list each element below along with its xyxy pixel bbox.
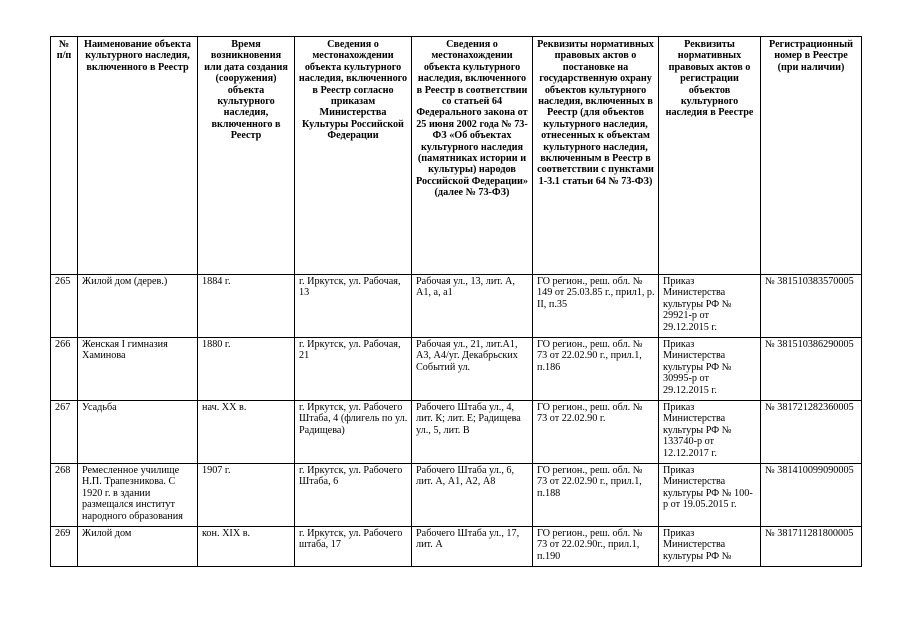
cell-name <box>78 527 198 567</box>
cell-registration-acts-text: Приказ Министерства культуры РФ № <box>663 528 732 562</box>
cell-registration-acts <box>659 527 761 567</box>
cell-date: 1907 г. <box>198 464 295 527</box>
cell-registration-acts: Приказ Министерства культуры РФ № 29921-р от 29.12.2015 г. <box>659 275 761 338</box>
cell-name: Ремесленное училище Н.П. Трапезникова. С 1920 г. в здании размещался институт народного образования <box>78 464 198 527</box>
cell-registration-acts: Приказ Министерства культуры РФ № 100-р от 19.05.2015 г. <box>659 464 761 527</box>
header-cell-registration-acts: Реквизиты нормативных правовых актов о регистрации объектов культурного наследия в Реестре <box>659 37 761 275</box>
cell-date-text: кон. XIX в. <box>202 528 251 539</box>
cell-protection-acts: ГО регион., реш. обл. № 73 от 22.02.90 г. <box>533 401 659 464</box>
cell-protection-acts: ГО регион., реш. обл. № 73 от 22.02.90 г., прил.1, п.188 <box>533 464 659 527</box>
cell-protection-acts: ГО регион., реш. обл. № 149 от 25.03.85 г., прил1, р. II, п.35 <box>533 275 659 338</box>
cell-name: Женская I гимназия Хаминова <box>78 338 198 401</box>
cell-number: 266 <box>51 338 78 401</box>
cell-date <box>198 527 295 567</box>
cell-location-law-text: Рабочего Штаба ул., 17, лит. А <box>416 528 520 551</box>
cell-location-law: Рабочая ул., 21, лит.А1, А3, А4/уг. Декабрьских Событий ул. <box>412 338 533 401</box>
cell-number: 267 <box>51 401 78 464</box>
cell-location-ministry <box>295 527 412 567</box>
heritage-register-table <box>50 36 862 567</box>
cell-number-text: 269 <box>55 528 71 539</box>
cell-location-law <box>412 527 533 567</box>
header-cell-protection-acts: Реквизиты нормативных правовых актов о постановке на государственную охрану объектов культурного наследия, включенных в Реестр (для объектов культурного наследия, отнесенных к объектам культурного наследия, включенным в Реестр в соответствии с пунктами 1-3.1 статьи 64 № 73-ФЗ) <box>533 37 659 275</box>
cell-location-law: Рабочего Штаба ул., 4, лит. К; лит. Е; Радищева ул., 5, лит. В <box>412 401 533 464</box>
cell-registry-number: № 381721282360005 <box>761 401 862 464</box>
cell-name: Усадьба <box>78 401 198 464</box>
cell-registry-number <box>761 527 862 567</box>
header-cell-location-ministry: Сведения о местонахождении объекта культурного наследия, включенного в Реестр согласно приказам Министерства Культуры Российской Федерации <box>295 37 412 275</box>
cell-registration-acts: Приказ Министерства культуры РФ № 133740-р от 12.12.2017 г. <box>659 401 761 464</box>
cell-registry-number: № 381410099090005 <box>761 464 862 527</box>
cell-name-text: Жилой дом <box>82 528 132 539</box>
cell-number: 268 <box>51 464 78 527</box>
cell-number <box>51 527 78 567</box>
table-row <box>51 275 862 338</box>
table-header-row <box>51 37 862 275</box>
header-cell-name: Наименование объекта культурного наследия, включенного в Реестр <box>78 37 198 275</box>
cell-location-ministry: г. Иркутск, ул. Рабочая, 13 <box>295 275 412 338</box>
cell-location-ministry-text: г. Иркутск, ул. Рабочего штаба, 17 <box>299 528 403 551</box>
cell-registry-number: № 381510386290005 <box>761 338 862 401</box>
cell-date: 1880 г. <box>198 338 295 401</box>
cell-location-ministry: г. Иркутск, ул. Рабочего Штаба, 6 <box>295 464 412 527</box>
header-cell-registry-number: Регистрационный номер в Реестре (при наличии) <box>761 37 862 275</box>
cell-location-ministry: г. Иркутск, ул. Рабочего Штаба, 4 (флигель по ул. Радищева) <box>295 401 412 464</box>
cell-protection-acts-text: ГО регион., реш. обл. № 73 от 22.02.90г., прил.1, п.190 <box>537 528 643 562</box>
table-row <box>51 338 862 401</box>
cell-protection-acts: ГО регион., реш. обл. № 73 от 22.02.90 г., прил.1, п.186 <box>533 338 659 401</box>
cell-number: 265 <box>51 275 78 338</box>
cell-protection-acts <box>533 527 659 567</box>
table-row <box>51 464 862 527</box>
table-row <box>51 401 862 464</box>
cell-location-ministry: г. Иркутск, ул. Рабочая, 21 <box>295 338 412 401</box>
cell-registry-number: № 381510383570005 <box>761 275 862 338</box>
document-page <box>50 36 861 567</box>
cell-date: 1884 г. <box>198 275 295 338</box>
cell-location-law: Рабочая ул., 13, лит. А, А1, а, а1 <box>412 275 533 338</box>
cell-date: нач. XX в. <box>198 401 295 464</box>
header-cell-date: Время возникновения или дата создания (сооружения) объекта культурного наследия, включенного в Реестр <box>198 37 295 275</box>
table-row <box>51 527 862 567</box>
header-cell-location-law: Сведения о местонахождении объекта культурного наследия, включенного в Реестр в соответствии со статьей 64 Федерального закона от 25 июня 2002 года № 73-ФЗ «Об объектах культурного наследия (памятниках истории и культуры) народов Российской Федерации» (далее № 73-ФЗ) <box>412 37 533 275</box>
cell-registration-acts: Приказ Министерства культуры РФ № 30995-р от 29.12.2015 г. <box>659 338 761 401</box>
cell-name: Жилой дом (дерев.) <box>78 275 198 338</box>
cell-registry-number-text: № 381711281800005 <box>765 528 854 539</box>
cell-location-law: Рабочего Штаба ул., 6, лит. А, А1, А2, А8 <box>412 464 533 527</box>
header-cell-number: № п/п <box>51 37 78 275</box>
